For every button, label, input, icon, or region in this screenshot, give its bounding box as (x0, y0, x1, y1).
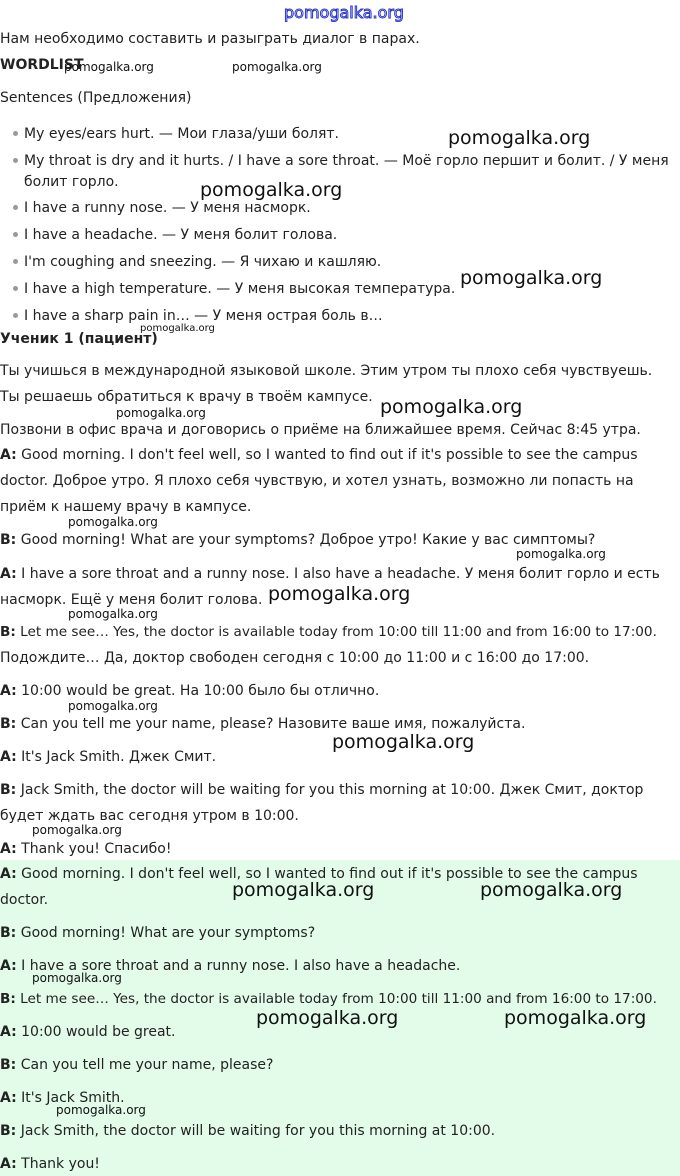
dialog-line (0, 716, 525, 732)
speaker-label: A: (0, 866, 17, 882)
dialog-line (0, 808, 299, 824)
dialog-line (0, 592, 262, 608)
dialog-text: Let me see… Yes, the doctor is available today from 10:00 till 11:00 and from 16:00 to 17:00. (15, 991, 657, 1007)
dialog-text: Let me see… Yes, the doctor is available today from 10:00 till 11:00 and from 16:00 to 17:00. (15, 624, 657, 640)
speaker-label: A: (0, 683, 17, 699)
speaker-label: B: (0, 716, 17, 732)
watermark: pomogalka.org (504, 1007, 647, 1029)
speaker-label: B: (0, 1123, 17, 1139)
bullet-dot (13, 131, 18, 136)
speaker-label: B: (0, 925, 17, 941)
dialog-text: Can you tell me your name, please? (16, 1057, 274, 1073)
dialog-line (0, 892, 48, 908)
speaker-label: A: (0, 749, 17, 765)
dialog-text: Can you tell me your name, please? Назовите ваше имя, пожалуйста. (16, 716, 526, 732)
list-item: I have a headache. — У меня болит голова. (24, 227, 338, 243)
dialog-text: Thank you! (16, 1156, 100, 1172)
site-logo[interactable]: pomogalka.org (284, 3, 404, 22)
dialog-text: 10:00 would be great. На 10:00 было бы отлично. (16, 683, 380, 699)
watermark: pomogalka.org (480, 879, 623, 901)
speaker-label: B: (0, 532, 17, 548)
watermark: pomogalka.org (32, 823, 122, 837)
watermark: pomogalka.org (56, 1103, 146, 1117)
dialog-line (0, 683, 379, 699)
watermark: pomogalka.org (460, 267, 603, 289)
wordlist-label: WORDLIST (0, 57, 84, 73)
speaker-label: A: (0, 1024, 17, 1040)
speaker-label: A: (0, 447, 17, 463)
speaker-label: B: (0, 782, 17, 798)
watermark: pomogalka.org (380, 396, 523, 418)
dialog-text: Jack Smith, the doctor will be waiting for you this morning at 10:00. (16, 1123, 496, 1139)
watermark: pomogalka.org (32, 971, 122, 985)
dialog-line (0, 566, 660, 582)
dialog-line (0, 532, 595, 548)
speaker-label: A: (0, 1156, 17, 1172)
dialog-text: насморк. Ещё у меня болит голова. (0, 592, 263, 608)
watermark: pomogalka.org (232, 60, 322, 74)
task-line: Позвони в офис врача и договорись о приёме на ближайшее время. Сейчас 8:45 утра. (0, 422, 641, 438)
bullet-dot (13, 205, 18, 210)
watermark: pomogalka.org (116, 406, 206, 420)
dialog-line (0, 841, 172, 857)
task-line: Ты решаешь обратиться к врачу в твоём кампусе. (0, 389, 373, 405)
watermark: pomogalka.org (448, 127, 591, 149)
speaker-label: B: (0, 991, 16, 1007)
watermark: pomogalka.org (332, 731, 475, 753)
dialog-text: Good morning. I don't feel well, so I wanted to find out if it's possible to see the campus (16, 447, 638, 463)
speaker-label: B: (0, 624, 16, 640)
list-item: I have a high temperature. — У меня высокая температура. (24, 281, 456, 297)
watermark: pomogalka.org (68, 699, 158, 713)
dialog-text: Jack Smith, the doctor will be waiting for you this morning at 10:00. Джек Смит, доктор (16, 782, 644, 798)
dialog-line (0, 624, 657, 640)
dialog-text: будет ждать вас сегодня утром в 10:00. (0, 808, 299, 824)
dialog-text: Good morning. I don't feel well, so I wanted to find out if it's possible to see the campus (16, 866, 638, 882)
dialog-line (0, 447, 638, 463)
speaker-label: A: (0, 566, 17, 582)
dialog-text: It's Jack Smith. (16, 1090, 125, 1106)
dialog-line (0, 991, 657, 1007)
dialog-line (0, 473, 634, 489)
watermark: pomogalka.org (516, 547, 606, 561)
dialog-line (0, 1123, 495, 1139)
dialog-line (0, 650, 589, 666)
dialog-line (0, 1057, 273, 1073)
dialog-text: I have a sore throat and a runny nose. I also have a headache. У меня болит горло и есть (16, 566, 660, 582)
watermark: pomogalka.org (68, 607, 158, 621)
list-item-continuation: болит горло. (24, 174, 119, 190)
dialog-text: Подождите… Да, доктор свободен сегодня с 10:00 до 11:00 и с 16:00 до 17:00. (0, 650, 590, 666)
dialog-text: It's Jack Smith. Джек Смит. (16, 749, 217, 765)
watermark: pomogalka.org (256, 1007, 399, 1029)
watermark: pomogalka.org (64, 60, 154, 74)
list-item: I'm coughing and sneezing. — Я чихаю и кашляю. (24, 254, 382, 270)
speaker-label: A: (0, 841, 17, 857)
watermark: pomogalka.org (200, 179, 343, 201)
dialog-line (0, 499, 251, 515)
bullet-dot (13, 259, 18, 264)
watermark: pomogalka.org (268, 583, 411, 605)
dialog-line (0, 1156, 100, 1172)
watermark: pomogalka.org (232, 879, 375, 901)
dialog-line (0, 925, 315, 941)
dialog-text: Good morning! What are your symptoms? (16, 925, 316, 941)
sentences-label: Sentences (Предложения) (0, 90, 192, 106)
dialog-text: приём к нашему врачу в кампусе. (0, 499, 252, 515)
watermark: pomogalka.org (140, 323, 215, 334)
dialog-line (0, 782, 643, 798)
dialog-text: doctor. Доброе утро. Я плохо себя чувствую, и хотел узнать, возможно ли попасть на (0, 473, 634, 489)
dialog-line (0, 749, 216, 765)
bullet-dot (13, 313, 18, 318)
list-item: I have a runny nose. — У меня насморк. (24, 200, 311, 216)
task-line: Ты учишься в международной языковой школе. Этим утром ты плохо себя чувствуешь. (0, 363, 653, 379)
watermark: pomogalka.org (68, 515, 158, 529)
dialog-line (0, 1024, 175, 1040)
student-title: Ученик 1 (пациент) (0, 331, 158, 347)
intro-text: Нам необходимо составить и разыграть диалог в парах. (0, 31, 420, 47)
dialog-text: doctor. (0, 892, 49, 908)
speaker-label: B: (0, 1057, 17, 1073)
dialog-text: I have a sore throat and a runny nose. I also have a headache. (16, 958, 461, 974)
speaker-label: A: (0, 1090, 17, 1106)
bullet-dot (13, 232, 18, 237)
bullet-dot (13, 158, 18, 163)
dialog-text: 10:00 would be great. (16, 1024, 176, 1040)
dialog-text: Good morning! What are your symptoms? Доброе утро! Какие у вас симптомы? (16, 532, 596, 548)
bullet-dot (13, 286, 18, 291)
dialog-text: Thank you! Спасибо! (16, 841, 172, 857)
list-item: I have a sharp pain in… — У меня острая боль в… (24, 308, 383, 324)
speaker-label: A: (0, 958, 17, 974)
list-item: My throat is dry and it hurts. / I have a sore throat. — Моё горло першит и болит. / У меня (24, 153, 669, 169)
list-item: My eyes/ears hurt. — Мои глаза/уши болят. (24, 126, 340, 142)
